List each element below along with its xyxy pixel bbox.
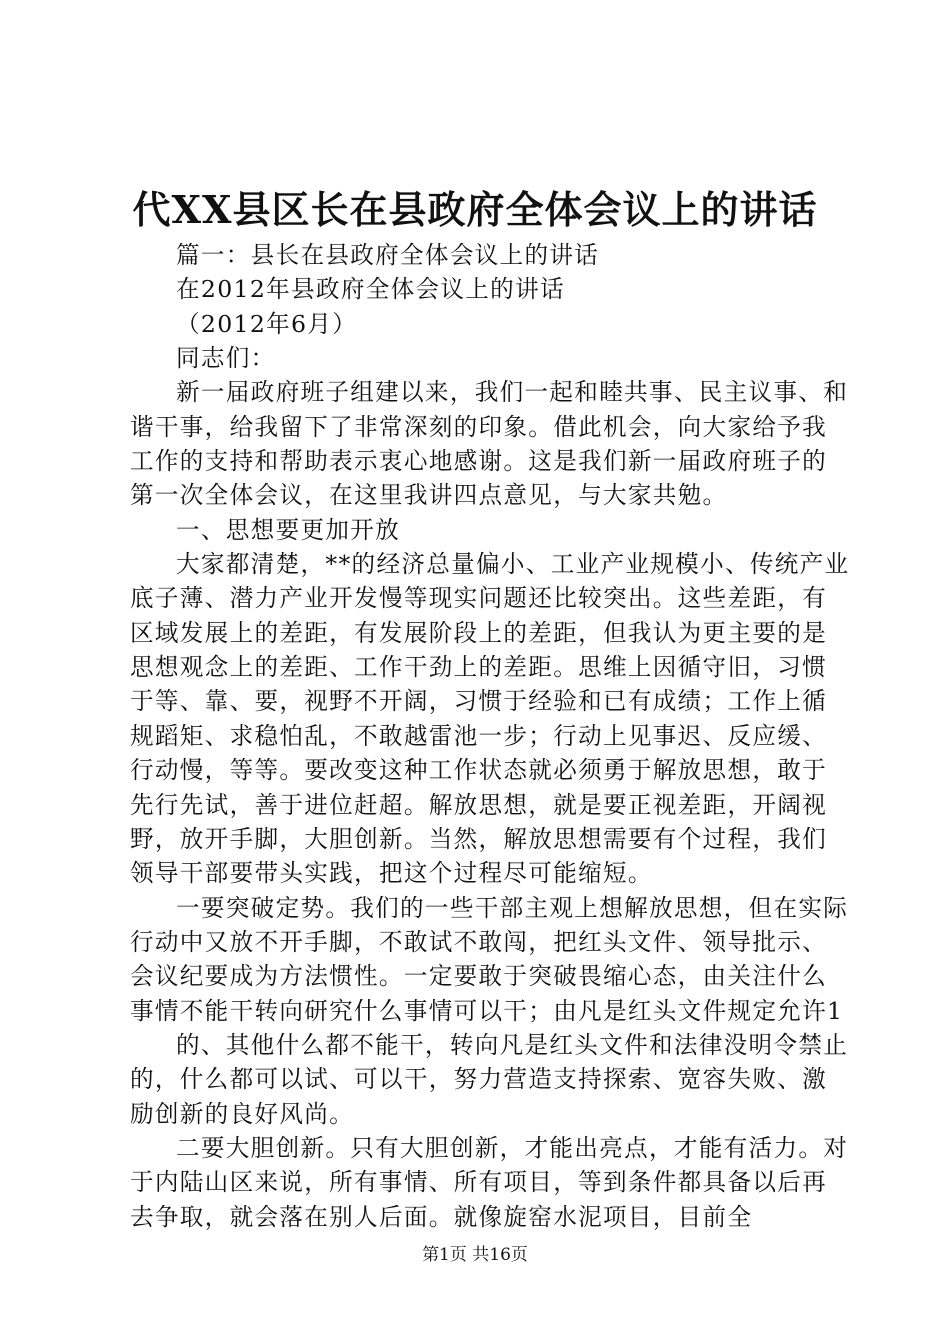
paragraph: 新一届政府班子组建以来，我们一起和睦共事、民主议事、和谐干事，给我留下了非常深刻的印象。借此机会，向大家给予我工作的支持和帮助表示衷心地感谢。这是我们新一届政府班子的第一次全体会议，在这里我讲四点意见，与大家共勉。 <box>130 378 849 510</box>
section-heading: 一、思想要更加开放 <box>176 515 401 544</box>
paragraph: 一要突破定势。我们的一些干部主观上想解放思想，但在实际行动中又放不开手脚，不敢试不敢闯，把红头文件、领导批示、会议纪要成为方法惯性。一定要敢于突破畏缩心态，由关注什么事情不能干转向研究什么事情可以干；由凡是红头文件规定允许1 <box>130 893 849 1025</box>
document-title: 代XX县区长在县政府全体会议上的讲话 <box>132 187 818 232</box>
paragraph: 大家都清楚，**的经济总量偏小、工业产业规模小、传统产业底子薄、潜力产业开发慢等现实问题还比较突出。这些差距，有区域发展上的差距，有发展阶段上的差距，但我认为更主要的是思想观念上的差距、工作干劲上的差距。思维上因循守旧，习惯于等、靠、要，视野不开阔，习惯于经验和已有成绩；工作上循规蹈矩、求稳怕乱，不敢越雷池一步；行动上见事迟、反应缓、行动慢，等等。要改变这种工作状态就必须勇于解放思想，敢于先行先试，善于进位赶超。解放思想，就是要正视差距，开阔视野，放开手脚，大胆创新。当然，解放思想需要有个过程，我们领导干部要带头实践，把这个过程尽可能缩短。 <box>130 550 850 888</box>
page-number-footer: 第1页 共16页 <box>422 1245 528 1265</box>
paragraph: 在2012年县政府全体会议上的讲话 <box>176 275 565 304</box>
paragraph: （2012年6月） <box>176 309 358 338</box>
document-body <box>130 238 850 1234</box>
paragraph: 二要大胆创新。只有大胆创新，才能出亮点，才能有活力。对于内陆山区来说，所有事情、所有项目，等到条件都具备以后再去争取，就会落在别人后面。就像旋窑水泥项目，目前全 <box>130 1133 849 1231</box>
paragraph: 的、其他什么都不能干，转向凡是红头文件和法律没明令禁止的，什么都可以试、可以干，努力营造支持探索、宽容失败、激励创新的良好风尚。 <box>130 1030 849 1128</box>
paragraph: 同志们： <box>176 344 276 373</box>
paragraph: 篇一：县长在县政府全体会议上的讲话 <box>176 241 600 269</box>
